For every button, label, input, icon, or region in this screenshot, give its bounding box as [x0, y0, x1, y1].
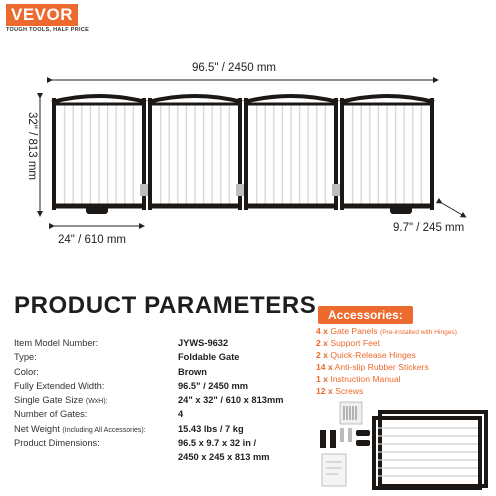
gate-panel [52, 96, 148, 210]
support-foot [356, 430, 370, 436]
param-value: 24" x 32" / 610 x 813mm [178, 395, 284, 406]
list-item: 14 x Anti-slip Rubber Stickers [316, 362, 429, 372]
width-dimension: 96.5" / 2450 mm [192, 62, 276, 74]
param-label: Item Model Number: [14, 338, 99, 348]
instruction-manual [322, 454, 346, 486]
gate-panel [148, 96, 244, 210]
param-value: 96.5 x 9.7 x 32 in / 2450 x 245 x 813 mm [178, 438, 270, 463]
param-row [14, 350, 314, 364]
param-row [14, 436, 314, 464]
params-table [14, 336, 314, 464]
accessories-title: Accessories: [318, 306, 413, 324]
accessories-list [316, 325, 492, 397]
hinge [330, 430, 336, 448]
support-foot-right [390, 206, 412, 214]
gate-panel [244, 96, 340, 210]
folded-gate [374, 412, 486, 488]
screws-bag [340, 402, 362, 424]
accessories-illustration-icon [316, 398, 492, 492]
list-item: 2 x Quick-Release Hinges [316, 350, 416, 360]
brand-name: VEVOR [6, 4, 78, 26]
support-foot [356, 440, 370, 446]
list-item: 1 x Instruction Manual [316, 374, 401, 384]
param-label: Product Dimensions: [14, 438, 100, 449]
list-item: 2 x Support Feet [316, 338, 381, 348]
hinge [348, 428, 352, 442]
param-value: Brown [178, 366, 207, 377]
param-row [14, 422, 314, 436]
gate-panels [52, 96, 434, 210]
param-label: Color: [14, 366, 39, 377]
param-row [14, 336, 314, 350]
param-value: JYWS-9632 [178, 338, 229, 348]
support-foot-left [86, 206, 108, 214]
page-title: PRODUCT PARAMETERS [14, 292, 317, 319]
panel-dimension: 24" / 610 mm [58, 234, 127, 246]
list-item: 4 x Gate Panels (Pre-installed with Hinges) [316, 326, 457, 336]
param-value: Foldable Gate [178, 352, 240, 363]
param-row [14, 365, 314, 379]
param-label: Net Weight (Including All Accessories): [14, 423, 146, 434]
gate-panel [340, 96, 434, 210]
depth-dimension: 9.7" / 245 mm [393, 222, 465, 234]
param-value: 4 [178, 409, 184, 420]
list-item: 12 x Screws [316, 386, 364, 396]
param-label: Fully Extended Width: [14, 380, 105, 391]
param-label: Single Gate Size (WxH): [14, 395, 108, 406]
param-label: Type: [14, 352, 37, 363]
param-row [14, 407, 314, 421]
param-row [14, 393, 314, 407]
param-value: 96.5" / 2450 mm [178, 380, 249, 391]
param-label: Number of Gates: [14, 409, 88, 420]
depth-arrow [440, 202, 464, 216]
hinge [320, 430, 326, 448]
param-row [14, 379, 314, 393]
hinge [340, 428, 344, 442]
param-value: 15.43 lbs / 7 kg [178, 423, 244, 434]
brand-tagline: TOUGH TOOLS, HALF PRICE [6, 27, 90, 33]
height-dimension: 32" / 813 mm [26, 112, 38, 181]
